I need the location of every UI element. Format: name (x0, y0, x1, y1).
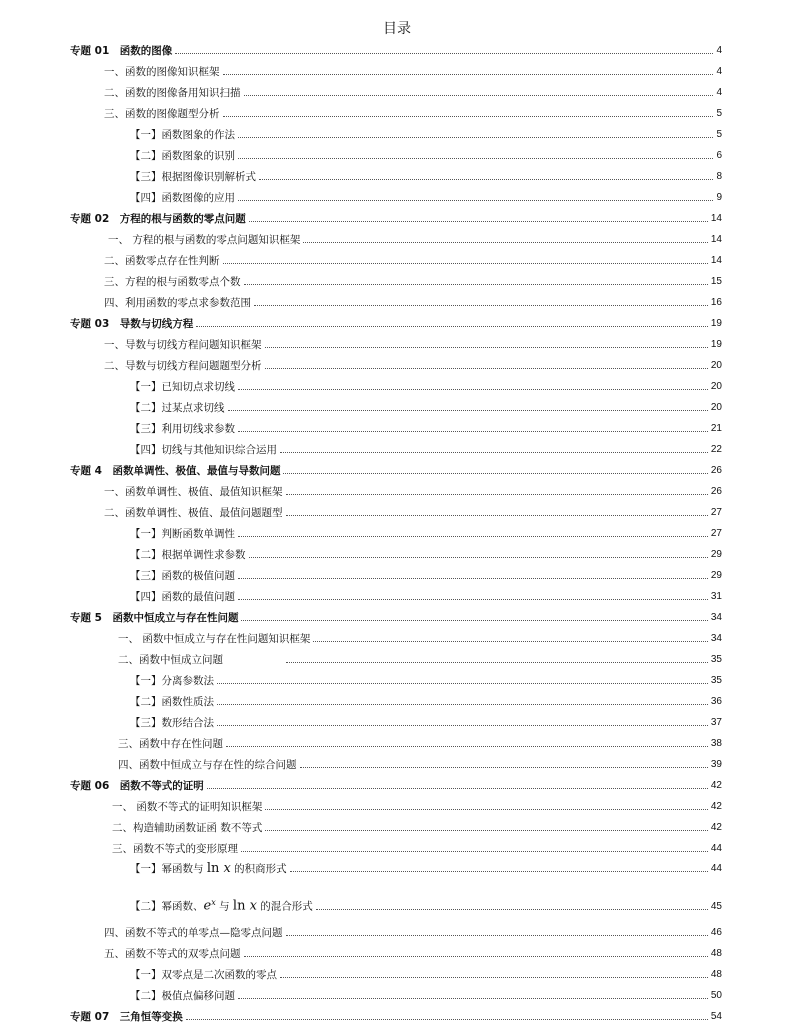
toc-entry[interactable] (70, 313, 722, 333)
dot-leader (223, 263, 708, 264)
dot-leader (186, 1019, 708, 1020)
dot-leader (244, 284, 708, 285)
toc-entry-label: 三、函数中存在性问题 (118, 737, 223, 750)
dot-leader (175, 53, 713, 54)
dot-leader (265, 368, 708, 369)
dot-leader (217, 683, 708, 684)
toc-entry-label: 【四】函数图像的应用 (130, 191, 235, 204)
toc-entry[interactable] (104, 82, 722, 102)
toc-entry[interactable] (112, 817, 722, 837)
toc-entry[interactable] (130, 896, 722, 916)
toc-entry[interactable] (130, 670, 722, 690)
toc-entry-label: 【一】分离参数法 (130, 674, 214, 687)
toc-entry-label: 专题 03 导数与切线方程 (70, 317, 194, 330)
dot-leader (254, 305, 708, 306)
toc-entry[interactable] (118, 754, 722, 774)
toc-entry-label: 【二】函数性质法 (130, 695, 214, 708)
toc-entry-page: 14 (710, 254, 722, 266)
toc-entry[interactable] (70, 460, 722, 480)
toc-entry[interactable] (130, 397, 722, 417)
toc-entry-label: 专题 07 三角恒等变换 (70, 1010, 183, 1023)
dot-leader (238, 431, 708, 432)
dot-leader (316, 909, 708, 910)
dot-leader (283, 473, 707, 474)
toc-entry-page: 16 (710, 296, 722, 308)
toc-entry-label: 一、函数的图像知识框架 (104, 65, 220, 78)
toc-entry-page: 14 (710, 212, 722, 224)
toc-entry[interactable] (130, 565, 722, 585)
toc-entry-page: 42 (710, 779, 722, 791)
dot-leader (217, 704, 708, 705)
toc-entry-label: 【一】判断函数单调性 (130, 527, 235, 540)
dot-leader (226, 746, 708, 747)
dot-leader (259, 179, 713, 180)
dot-leader (238, 599, 708, 600)
toc-entry-page: 4 (716, 44, 722, 56)
toc-entry[interactable] (104, 271, 722, 291)
toc-entry-page: 36 (710, 695, 722, 707)
dot-leader (244, 95, 714, 96)
toc-entry-page: 9 (716, 191, 722, 203)
toc-entry[interactable] (108, 229, 722, 249)
toc-entry-label: 二、函数零点存在性判断 (104, 254, 220, 267)
toc-entry-page: 29 (710, 548, 722, 560)
toc-entry-page: 35 (710, 674, 722, 686)
dot-leader (196, 326, 708, 327)
toc-entry[interactable] (104, 334, 722, 354)
dot-leader (238, 536, 708, 537)
toc-entry[interactable] (104, 355, 722, 375)
toc-entry-label: 四、利用函数的零点求参数范围 (104, 296, 251, 309)
dot-leader (265, 809, 708, 810)
toc-entry[interactable] (130, 712, 722, 732)
toc-entry[interactable] (70, 1006, 722, 1026)
toc-entry[interactable] (112, 838, 722, 858)
toc-entry[interactable] (130, 985, 722, 1005)
toc-entry[interactable] (104, 922, 722, 942)
toc-entry-page: 26 (710, 485, 722, 497)
dot-leader (244, 956, 708, 957)
toc-entry-label: 一、函数单调性、极值、最值知识框架 (104, 485, 283, 498)
toc-entry-page: 50 (710, 989, 722, 1001)
toc-entry-label: 专题 06 函数不等式的证明 (70, 779, 204, 792)
toc-entry-label: 二、函数中恒成立问题 (118, 653, 223, 666)
toc-entry-page: 4 (716, 65, 722, 77)
toc-entry-page: 34 (710, 632, 722, 644)
dot-leader (286, 494, 708, 495)
toc-entry-page: 14 (710, 233, 722, 245)
toc-entry-label: 四、函数中恒成立与存在性的综合问题 (118, 758, 297, 771)
toc-entry[interactable] (70, 208, 722, 228)
toc-entry-label: 【四】函数的最值问题 (130, 590, 235, 603)
toc-entry-page: 46 (710, 926, 722, 938)
dot-leader (249, 557, 708, 558)
toc-entry[interactable] (118, 628, 722, 648)
toc-entry-page: 8 (716, 170, 722, 182)
toc-entry-label: 三、函数不等式的变形原理 (112, 842, 238, 855)
dot-leader (207, 788, 708, 789)
toc-entry-page: 34 (710, 611, 722, 623)
toc-entry-page: 29 (710, 569, 722, 581)
toc-entry-page: 22 (710, 443, 722, 455)
toc-entry-label: 【三】函数的极值问题 (130, 569, 235, 582)
toc-entry-page: 20 (710, 359, 722, 371)
dot-leader (280, 452, 708, 453)
toc-entry-label: 【三】利用切线求参数 (130, 422, 235, 435)
toc-entry-label: 【一】已知切点求切线 (130, 380, 235, 393)
toc-entry-page: 26 (710, 464, 722, 476)
toc-entry-page: 5 (716, 107, 722, 119)
toc-entry-page: 44 (710, 842, 722, 854)
toc-entry-page: 39 (710, 758, 722, 770)
dot-leader (313, 641, 708, 642)
toc-entry-page: 6 (716, 149, 722, 161)
toc-entry-label: 【二】极值点偏移问题 (130, 989, 235, 1002)
toc-entry-page: 31 (710, 590, 722, 602)
toc-entry-label: 【一】函数图象的作法 (130, 128, 235, 141)
toc-entry-label: 一、 函数不等式的证明知识框架 (112, 800, 263, 813)
toc-entry[interactable] (112, 796, 722, 816)
dot-leader (223, 116, 714, 117)
dot-leader (265, 830, 708, 831)
toc-entry-label: 专题 5 函数中恒成立与存在性问题 (70, 611, 239, 624)
toc-entry-page: 45 (710, 900, 722, 912)
toc-entry[interactable] (104, 250, 722, 270)
toc-entry-label: 【三】数形结合法 (130, 716, 214, 729)
toc-entry[interactable] (104, 481, 722, 501)
toc-entry-label: 【二】过某点求切线 (130, 401, 225, 414)
toc-entry-label: 【四】切线与其他知识综合运用 (130, 443, 277, 456)
toc-entry[interactable] (130, 964, 722, 984)
toc-entry[interactable] (130, 523, 722, 543)
toc-entry-page: 19 (710, 338, 722, 350)
toc-entry-page: 5 (716, 128, 722, 140)
toc-entry-page: 44 (710, 862, 722, 874)
toc-entry[interactable] (130, 376, 722, 396)
toc-entry-label: 【二】根据单调性求参数 (130, 548, 246, 561)
toc-entry[interactable] (130, 166, 722, 186)
toc-entry-label: 一、 方程的根与函数的零点问题知识框架 (108, 233, 301, 246)
dot-leader (238, 158, 713, 159)
dot-leader (223, 74, 714, 75)
toc-entry[interactable] (104, 943, 722, 963)
toc-entry[interactable] (70, 775, 722, 795)
dot-leader (286, 662, 708, 663)
toc-entry[interactable] (118, 733, 722, 753)
toc-entry[interactable] (104, 502, 722, 522)
dot-leader (238, 200, 713, 201)
toc-entry-page: 20 (710, 401, 722, 413)
toc-entry-label: 二、函数单调性、极值、最值问题题型 (104, 506, 283, 519)
toc-entry[interactable] (130, 586, 722, 606)
toc-entry[interactable] (118, 649, 722, 669)
dot-leader (303, 242, 708, 243)
dot-leader (249, 221, 708, 222)
dot-leader (280, 977, 708, 978)
toc-entry-label: 【一】幂函数与 ln x 的积商形式 (130, 860, 287, 876)
dot-leader (290, 871, 708, 872)
toc-entry[interactable] (130, 691, 722, 711)
toc-entry-label: 三、函数的图像题型分析 (104, 107, 220, 120)
toc-entry-label: 【二】幂函数、$e^x$ 与 ln x 的混合形式 (130, 898, 313, 914)
toc-entry-label: 三、方程的根与函数零点个数 (104, 275, 241, 288)
toc-entry-page: 15 (710, 275, 722, 287)
toc-entry-label: 四、函数不等式的单零点—隐零点问题 (104, 926, 283, 939)
toc-entry-page: 42 (710, 821, 722, 833)
toc-entry-label: 【一】双零点是二次函数的零点 (130, 968, 277, 981)
toc-entry-label: 【二】函数图象的识别 (130, 149, 235, 162)
toc-entry-label: 专题 01 函数的图像 (70, 44, 173, 57)
toc-entry[interactable] (130, 544, 722, 564)
page-title: 目录 (383, 21, 411, 37)
toc-entry-page: 27 (710, 506, 722, 518)
dot-leader (241, 620, 707, 621)
toc-entry-page: 27 (710, 527, 722, 539)
toc-entry-page: 4 (716, 86, 722, 98)
toc-entry-label: 五、函数不等式的双零点问题 (104, 947, 241, 960)
toc-entry[interactable] (104, 61, 722, 81)
toc-entry[interactable] (70, 40, 722, 60)
toc-entry[interactable] (130, 145, 722, 165)
toc-entry[interactable] (130, 858, 722, 878)
toc-entry[interactable] (130, 187, 722, 207)
toc-entry[interactable] (104, 292, 722, 312)
toc-entry-page: 38 (710, 737, 722, 749)
toc-entry-page: 48 (710, 947, 722, 959)
dot-leader (217, 725, 708, 726)
dot-leader (265, 347, 708, 348)
dot-leader (238, 998, 708, 999)
toc-entry-label: 一、导数与切线方程问题知识框架 (104, 338, 262, 351)
toc-entry-page: 37 (710, 716, 722, 728)
toc-entry[interactable] (130, 439, 722, 459)
dot-leader (241, 851, 708, 852)
toc-entry-page: 42 (710, 800, 722, 812)
toc-entry[interactable] (104, 103, 722, 123)
toc-entry-page: 20 (710, 380, 722, 392)
toc-entry-label: 【三】根据图像识别解析式 (130, 170, 256, 183)
dot-leader (286, 935, 708, 936)
toc-entry-page: 21 (710, 422, 722, 434)
dot-leader (300, 767, 708, 768)
toc-entry[interactable] (130, 418, 722, 438)
toc-entry-label: 专题 02 方程的根与函数的零点问题 (70, 212, 246, 225)
toc-entry-page: 19 (710, 317, 722, 329)
toc-entry[interactable] (70, 607, 722, 627)
dot-leader (238, 578, 708, 579)
toc-entry-label: 一、 函数中恒成立与存在性问题知识框架 (118, 632, 311, 645)
dot-leader (286, 515, 708, 516)
toc-entry-label: 专题 4 函数单调性、极值、最值与导数问题 (70, 464, 281, 477)
toc-entry-label: 二、构造辅助函数证函 数不等式 (112, 821, 263, 834)
toc-entry-page: 35 (710, 653, 722, 665)
toc-entry-label: 二、函数的图像备用知识扫描 (104, 86, 241, 99)
toc-entry-label: 二、导数与切线方程问题题型分析 (104, 359, 262, 372)
toc-entry-page: 48 (710, 968, 722, 980)
toc-entry-page: 54 (710, 1010, 722, 1022)
toc-entry[interactable] (130, 124, 722, 144)
dot-leader (228, 410, 708, 411)
dot-leader (238, 137, 713, 138)
dot-leader (238, 389, 708, 390)
